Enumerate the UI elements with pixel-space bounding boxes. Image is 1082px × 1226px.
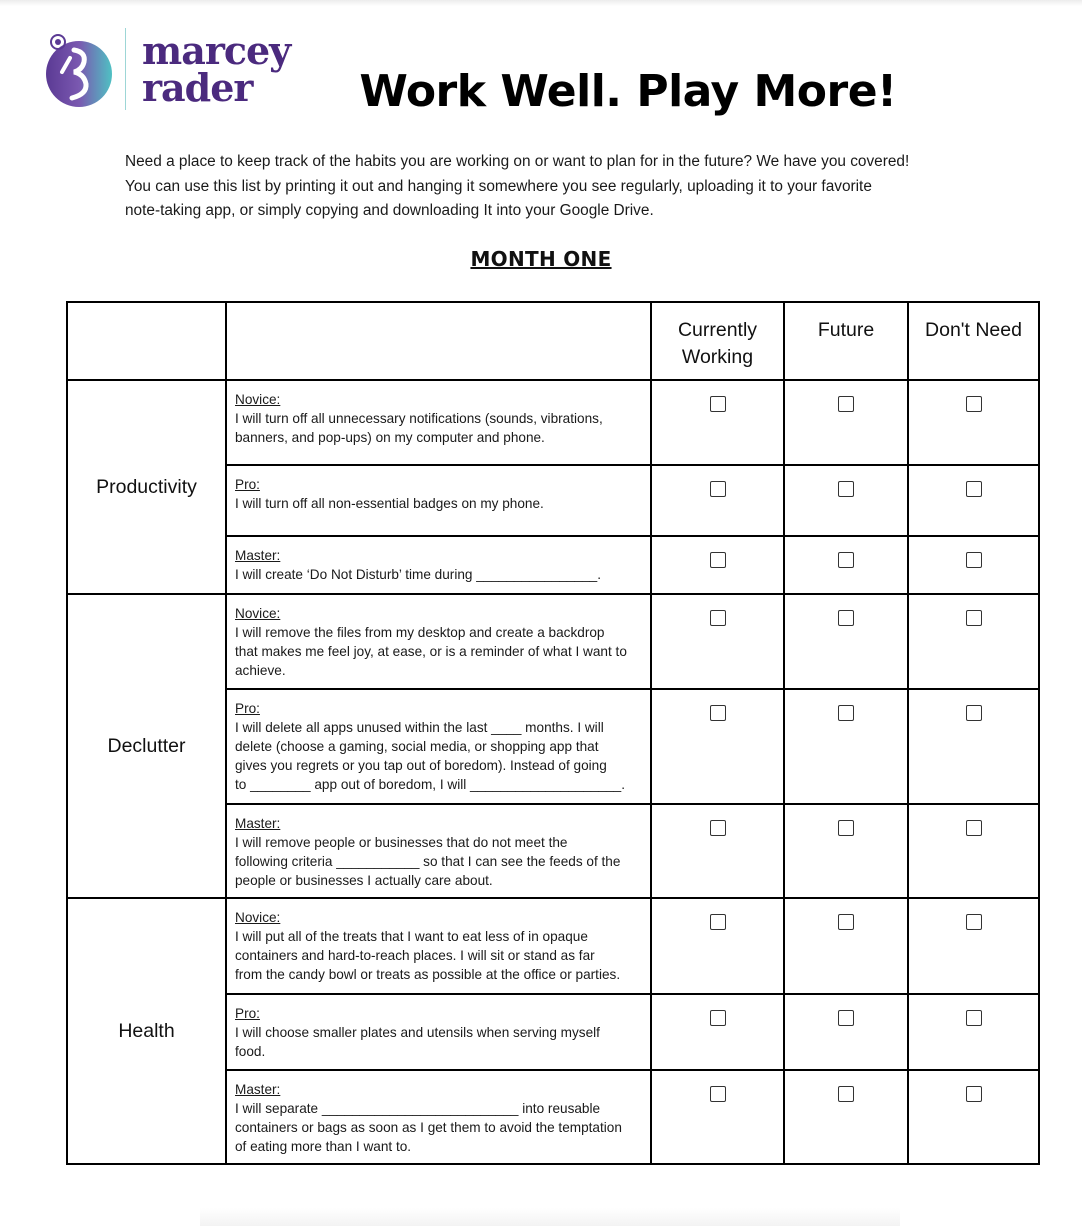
checkbox-currently-working[interactable]: [710, 481, 726, 497]
level-label: Novice:: [235, 392, 281, 407]
habit-text-line: containers or bags as soon as I get them to avoid the temptation: [235, 1120, 622, 1135]
habit-text-line: of eating more than I want to.: [235, 1139, 412, 1154]
intro-line: Need a place to keep track of the habits you are working on or want to plan for in the future? We have you covered!: [125, 153, 910, 170]
checkbox-dont-need[interactable]: [966, 481, 982, 497]
habit-text-line: delete (choose a gaming, social media, or shopping app that: [235, 739, 599, 754]
habit-row: [67, 380, 1039, 465]
header-future: Future: [784, 302, 908, 380]
logo-divider: [125, 28, 126, 110]
category-health: Health: [67, 898, 226, 1164]
checkbox-future[interactable]: [838, 914, 854, 930]
checkbox-currently-working[interactable]: [710, 552, 726, 568]
header-label: Working: [681, 346, 754, 368]
habit-description: [226, 536, 651, 594]
checkbox-future[interactable]: [838, 820, 854, 836]
category-declutter: Declutter: [67, 594, 226, 898]
habit-text-line: I will separate __________________________ into reusable: [235, 1101, 601, 1116]
currently-working-cell: [651, 465, 784, 536]
dont-need-cell: [908, 804, 1039, 898]
level-label: Pro:: [235, 1006, 260, 1021]
checkbox-currently-working[interactable]: [710, 914, 726, 930]
habit-text-line: I will put all of the treats that I want to eat less of in opaque: [235, 929, 588, 944]
header-row: [67, 302, 1039, 380]
dont-need-cell: [908, 594, 1039, 689]
habit-row: [67, 594, 1039, 689]
habit-text-line: people or businesses I actually care about.: [235, 873, 493, 888]
dont-need-cell: [908, 689, 1039, 804]
runner-logo-icon: [44, 32, 116, 108]
checkbox-dont-need[interactable]: [966, 705, 982, 721]
intro-line: note-taking app, or simply copying and downloading It into your Google Drive.: [125, 202, 654, 219]
checkbox-currently-working[interactable]: [710, 820, 726, 836]
checkbox-dont-need[interactable]: [966, 1010, 982, 1026]
level-label: Novice:: [235, 910, 281, 925]
page-top-shadow: [0, 0, 1082, 6]
checkbox-future[interactable]: [838, 396, 854, 412]
level-label: Pro:: [235, 477, 260, 492]
intro-paragraph: [125, 150, 985, 224]
checkbox-dont-need[interactable]: [966, 552, 982, 568]
checkbox-dont-need[interactable]: [966, 396, 982, 412]
habit-text-line: I will remove people or businesses that do not meet the: [235, 835, 568, 850]
habit-table: [66, 301, 1040, 1165]
level-label: Master:: [235, 1082, 281, 1097]
logo-word-line2: rader: [142, 65, 253, 110]
dont-need-cell: [908, 465, 1039, 536]
habit-text-line: achieve.: [235, 663, 286, 678]
habit-text-line: I will create ‘Do Not Disturb’ time during ________________.: [235, 567, 601, 582]
currently-working-cell: [651, 380, 784, 465]
header-currently-working: [651, 302, 784, 380]
habit-text-line: I will choose smaller plates and utensils when serving myself: [235, 1025, 600, 1040]
dont-need-cell: [908, 380, 1039, 465]
habit-description: [226, 594, 651, 689]
checkbox-currently-working[interactable]: [710, 610, 726, 626]
checkbox-future[interactable]: [838, 481, 854, 497]
habit-text-line: to ________ app out of boredom, I will ____________________.: [235, 777, 626, 792]
future-cell: [784, 689, 908, 804]
habit-text-line: from the candy bowl or treats as possible at the office or parties.: [235, 967, 621, 982]
checkbox-dont-need[interactable]: [966, 820, 982, 836]
habit-text-line: banners, and pop-ups) on my computer and phone.: [235, 430, 545, 445]
habit-description: [226, 689, 651, 804]
checkbox-future[interactable]: [838, 1010, 854, 1026]
future-cell: [784, 465, 908, 536]
habit-text-line: containers and hard-to-reach places. I will sit or stand as far: [235, 948, 595, 963]
checkbox-future[interactable]: [838, 705, 854, 721]
checkbox-dont-need[interactable]: [966, 914, 982, 930]
checkbox-future[interactable]: [838, 610, 854, 626]
level-label: Master:: [235, 816, 281, 831]
category-productivity: Productivity: [67, 380, 226, 594]
currently-working-cell: [651, 536, 784, 594]
checkbox-dont-need[interactable]: [966, 1086, 982, 1102]
habit-description: [226, 1070, 651, 1164]
dont-need-cell: [908, 536, 1039, 594]
habit-row: [67, 898, 1039, 994]
header-dont-need: Don't Need: [908, 302, 1039, 380]
currently-working-cell: [651, 689, 784, 804]
future-cell: [784, 804, 908, 898]
future-cell: [784, 994, 908, 1070]
checkbox-currently-working[interactable]: [710, 705, 726, 721]
habit-text-line: I will remove the files from my desktop and create a backdrop: [235, 625, 605, 640]
page-title: Work Well. Play More!: [359, 66, 897, 117]
checkbox-currently-working[interactable]: [710, 1086, 726, 1102]
level-label: Pro:: [235, 701, 260, 716]
month-heading: MONTH ONE: [470, 247, 612, 271]
habit-text-line: following criteria ___________ so that I can see the feeds of the: [235, 854, 621, 869]
header-empty-cell: [226, 302, 651, 380]
level-label: Master:: [235, 548, 281, 563]
habit-description: [226, 380, 651, 465]
habit-description: [226, 994, 651, 1070]
habit-text-line: food.: [235, 1044, 266, 1059]
currently-working-cell: [651, 1070, 784, 1164]
currently-working-cell: [651, 898, 784, 994]
future-cell: [784, 594, 908, 689]
logo-word-line1: marcey: [142, 28, 291, 73]
checkbox-currently-working[interactable]: [710, 396, 726, 412]
habit-text-line: I will delete all apps unused within the last ____ months. I will: [235, 720, 604, 735]
future-cell: [784, 536, 908, 594]
currently-working-cell: [651, 804, 784, 898]
habit-text-line: I will turn off all unnecessary notifications (sounds, vibrations,: [235, 411, 603, 426]
intro-line: You can use this list by printing it out and hanging it somewhere you see regularly, uploading it to your favorite: [125, 177, 872, 195]
future-cell: [784, 380, 908, 465]
habit-description: [226, 898, 651, 994]
checkbox-future[interactable]: [838, 1086, 854, 1102]
dont-need-cell: [908, 898, 1039, 994]
habit-text-line: that makes me feel joy, at ease, or is a reminder of what I want to: [235, 644, 627, 659]
habit-text-line: gives you regrets or you tap out of boredom). Instead of going: [235, 758, 607, 773]
page-bottom-shadow: [200, 1208, 900, 1226]
habit-text-line: I will turn off all non-essential badges on my phone.: [235, 496, 544, 511]
checkbox-currently-working[interactable]: [710, 1010, 726, 1026]
checkbox-future[interactable]: [838, 552, 854, 568]
currently-working-cell: [651, 594, 784, 689]
habit-description: [226, 804, 651, 898]
currently-working-cell: [651, 994, 784, 1070]
checkbox-dont-need[interactable]: [966, 610, 982, 626]
level-label: Novice:: [235, 606, 281, 621]
habit-description: [226, 465, 651, 536]
brand-logo: [44, 28, 291, 112]
future-cell: [784, 898, 908, 994]
header-label: Currently: [677, 319, 758, 341]
dont-need-cell: [908, 994, 1039, 1070]
header-empty-cell: [67, 302, 226, 380]
dont-need-cell: [908, 1070, 1039, 1164]
future-cell: [784, 1070, 908, 1164]
